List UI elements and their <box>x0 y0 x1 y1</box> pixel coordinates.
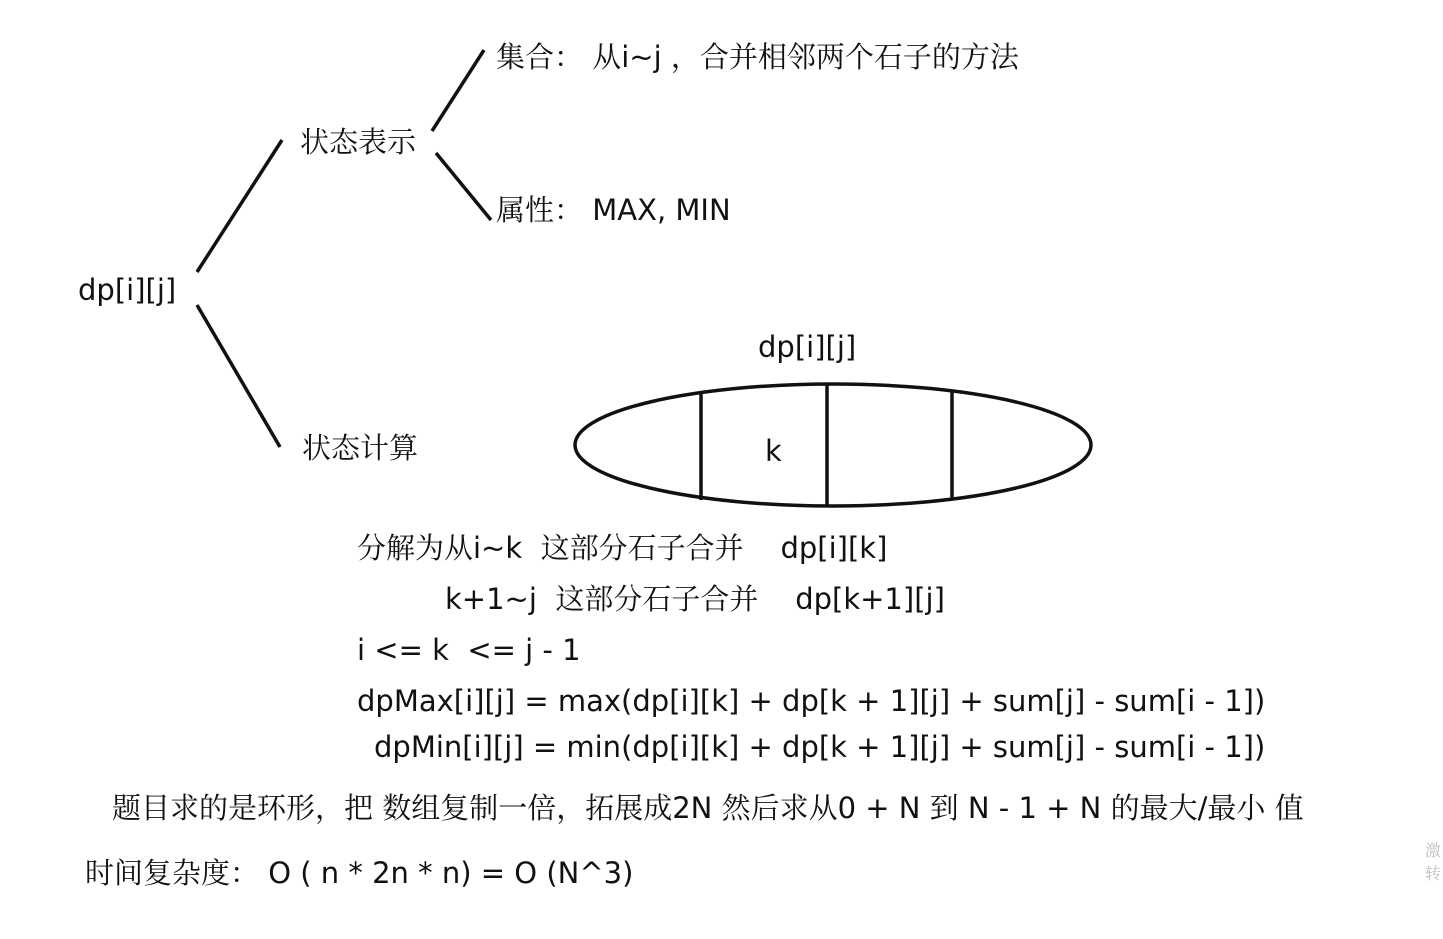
state-representation-label: 状态表示 <box>300 125 417 159</box>
k-range: i <= k <= j - 1 <box>357 633 581 667</box>
watermark-line-1: 激 <box>1425 841 1442 860</box>
dp-min-formula: dpMin[i][j] = min(dp[i][k] + dp[k + 1][j] + sum[j] - sum[i - 1]) <box>374 730 1266 764</box>
attribute-definition: 属性： MAX, MIN <box>496 193 731 227</box>
decomposition-line-1: 分解为从i~k 这部分石子合并 dp[i][k] <box>357 531 888 565</box>
branch-root-to-computation <box>197 305 280 447</box>
branch-representation-to-set <box>432 50 484 131</box>
partition-title: dp[i][j] <box>758 330 857 364</box>
watermark-line-2: 转 <box>1425 864 1442 883</box>
partition-k-label: k <box>765 434 782 468</box>
partition-ellipse <box>575 384 1091 506</box>
set-definition: 集合： 从i~j ，合并相邻两个石子的方法 <box>496 40 1019 74</box>
root-label: dp[i][j] <box>78 273 177 307</box>
dp-max-formula: dpMax[i][j] = max(dp[i][k] + dp[k + 1][j] + sum[j] - sum[i - 1]) <box>357 684 1266 718</box>
branch-representation-to-attribute <box>436 153 491 220</box>
decomposition-line-2: k+1~j 这部分石子合并 dp[k+1][j] <box>445 582 945 616</box>
state-computation-label: 状态计算 <box>302 431 419 465</box>
branch-root-to-representation <box>197 140 282 272</box>
ring-note: 题目求的是环形，把 数组复制一倍，拓展成2N 然后求从0 + N 到 N - 1 + N 的最大/最小 值 <box>112 791 1304 825</box>
complexity-note: 时间复杂度： O ( n * 2n * n) = O (N^3) <box>85 856 634 890</box>
